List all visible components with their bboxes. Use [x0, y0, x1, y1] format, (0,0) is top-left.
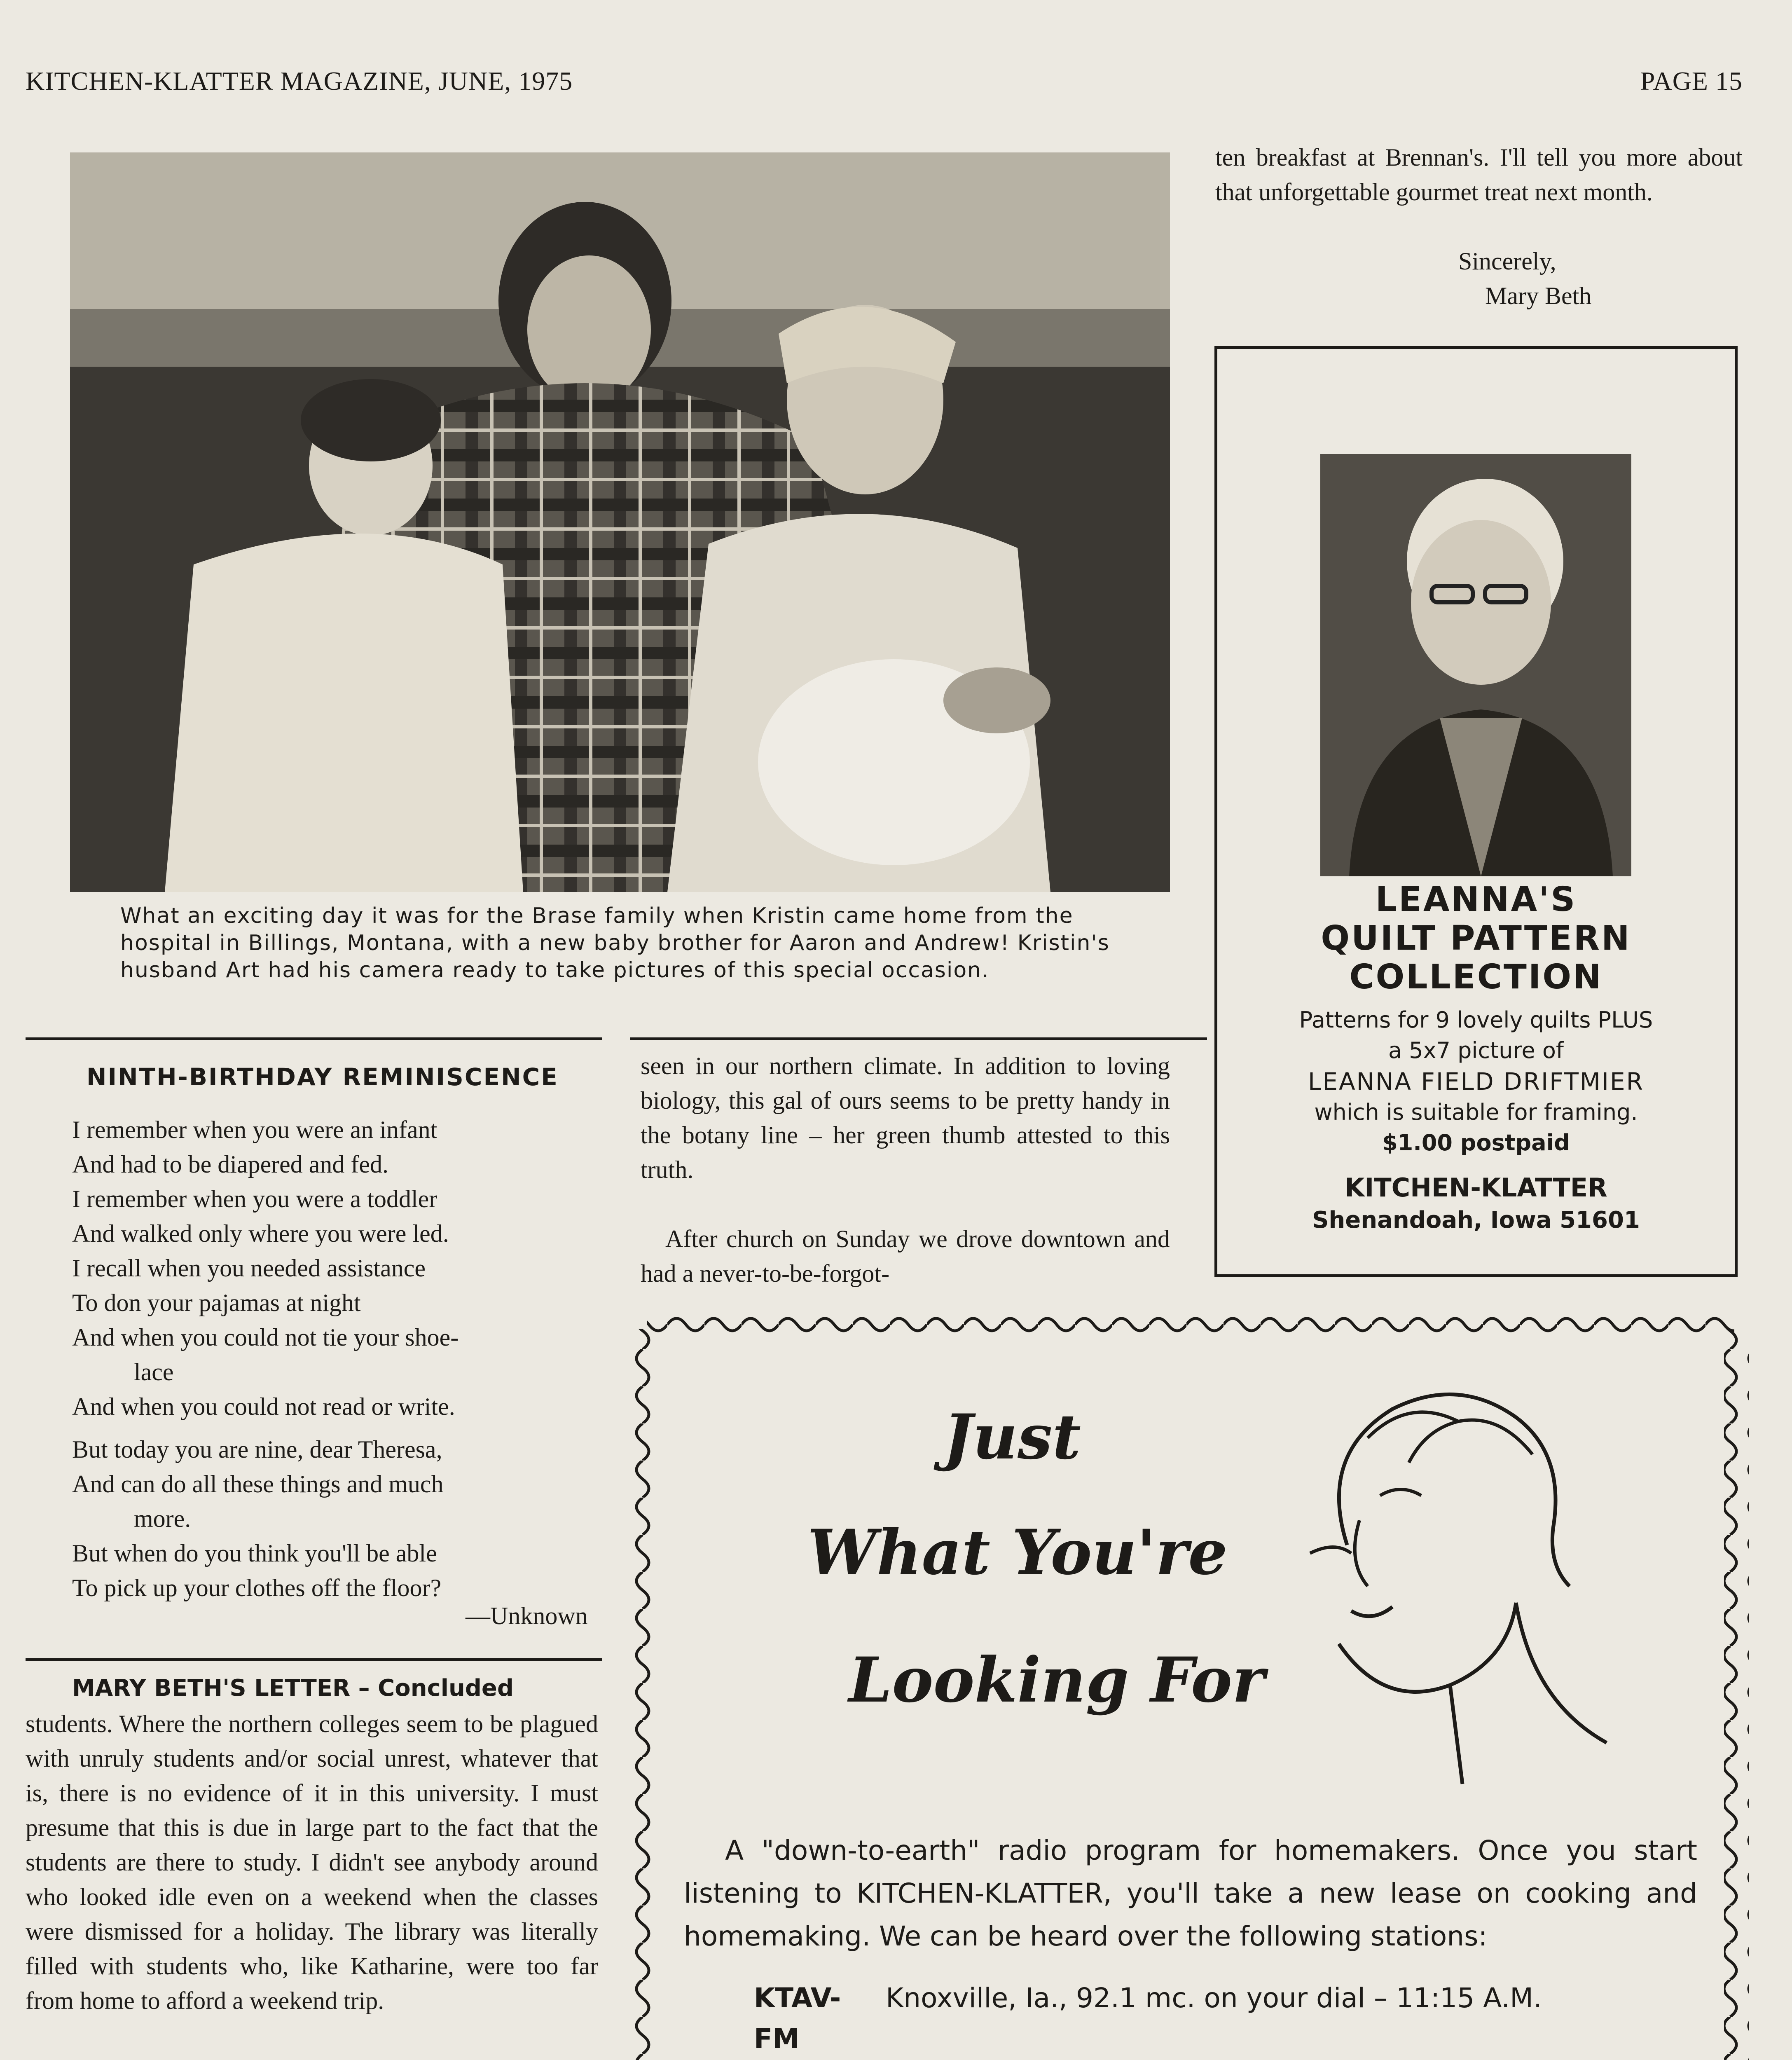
poem-line: To don your pajamas at night [72, 1289, 361, 1316]
divider-rule [26, 1658, 602, 1661]
poem-line: I remember when you were a toddler [72, 1185, 437, 1213]
letter-continuation-top: ten breakfast at Brennan's. I'll tell you more about that unforgettable gourmet treat next month. [1215, 144, 1743, 206]
family-photo [70, 152, 1170, 892]
radio-ad-body: A "down-to-earth" radio program for homemakers. Once you start listening to KITCHEN-KLATTER, you'll take a new lease on cooking and homemaking. We can be heard over the following stations: [684, 1835, 1697, 1952]
quilt-address: Shenandoah, Iowa 51601 [1312, 1207, 1640, 1234]
photo-caption: What an exciting day it was for the Brase family when Kristin came home from the hospital in Billings, Montana, with a new baby brother for Aaron and Andrew! Kristin's husband Art had his camera ready to take pictures of this special occasion. [120, 904, 1110, 983]
magazine-title: KITCHEN-KLATTER MAGAZINE, JUNE, 1975 [26, 66, 573, 96]
poem-line: I recall when you needed assistance [72, 1255, 426, 1282]
ad-headline-just: Just [943, 1401, 1081, 1473]
poem-line: And walked only where you were led. [72, 1220, 449, 1247]
divider-rule [630, 1037, 1207, 1040]
poem-line: I remember when you were an infant [72, 1116, 437, 1143]
station-row [754, 1978, 1701, 2059]
quilt-title-3: COLLECTION [1349, 957, 1603, 997]
quilt-line-1: Patterns for 9 lovely quilts PLUS [1299, 1007, 1653, 1033]
poem-line: more. [134, 1505, 191, 1532]
letter-body: students. Where the northern colleges seem to be plagued with unruly students and/or social unrest, whatever that is, there is no evidence of it in this university. I must presume that this is due in large part to the fact that the students are there to study. I didn't see anybody around who looked idle even on a weekend when the classes were dismissed for a holiday. The library was literally filled with students who, like Katharine, were too far from home to afford a weekend trip. [26, 1710, 598, 2014]
quilt-title-1: LEANNA'S [1375, 880, 1577, 919]
quilt-company: KITCHEN-KLATTER [1345, 1173, 1607, 1203]
poem-line: lace [134, 1358, 174, 1386]
station-call: KTAV-FM [754, 1982, 841, 2055]
ad-headline-what-youre: What You're [807, 1516, 1228, 1589]
middle-column-text-2: After church on Sunday we drove downtown and had a never-to-be-forgot- [641, 1225, 1170, 1287]
quilt-line-3: LEANNA FIELD DRIFTMIER [1308, 1067, 1644, 1096]
letter-signature: Mary Beth [1485, 282, 1592, 309]
poem-line: And can do all these things and much [72, 1470, 444, 1498]
divider-rule [26, 1037, 602, 1040]
quilt-title-2: QUILT PATTERN [1321, 919, 1631, 958]
poem-line: And when you could not tie your shoe- [72, 1324, 459, 1351]
ad-headline-looking-for: Looking For [849, 1644, 1265, 1716]
poem-line: But when do you think you'll be able [72, 1540, 437, 1567]
leanna-portrait [1320, 454, 1631, 876]
poem-line: And had to be diapered and fed. [72, 1151, 389, 1178]
middle-column-text: seen in our northern climate. In addition to loving biology, this gal of ours seems to be pretty handy in the botany line – her green thumb attested to this truth. [641, 1052, 1170, 1183]
station-info: Knoxville, Ia., 92.1 mc. on your dial – 11:15 A.M. [886, 1982, 1542, 2014]
letter-title: MARY BETH'S LETTER – Concluded [72, 1675, 514, 1702]
quilt-line-4: which is suitable for framing. [1314, 1099, 1638, 1125]
poem-author: —Unknown [466, 1602, 588, 1629]
poem-line: But today you are nine, dear Theresa, [72, 1436, 442, 1463]
poem-line: To pick up your clothes off the floor? [72, 1574, 442, 1601]
quilt-price: $1.00 postpaid [1382, 1130, 1570, 1156]
poem-title: NINTH-BIRTHDAY REMINISCENCE [87, 1063, 559, 1091]
poem [72, 1112, 597, 1605]
woman-sketch-illustration [1285, 1372, 1623, 1792]
letter-closing: Sincerely, [1458, 248, 1556, 275]
quilt-pattern-ad [1214, 346, 1738, 1277]
station-list [754, 1978, 1701, 2060]
poem-line: And when you could not read or write. [72, 1393, 455, 1420]
quilt-line-2: a 5x7 picture of [1388, 1037, 1564, 1063]
page-number: PAGE 15 [1640, 66, 1743, 96]
